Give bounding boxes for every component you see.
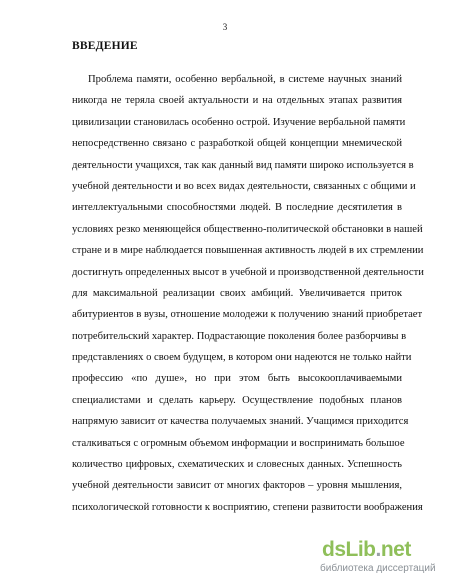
body-text — [72, 69, 424, 518]
dslib-watermark — [316, 538, 442, 578]
text-line: потребительский характер. Подрастающие поколения более разборчивы в — [72, 330, 407, 342]
logo-tld: net — [380, 538, 411, 561]
logo-main: dsLib — [322, 538, 376, 561]
watermark-subtitle: библиотека диссертаций — [320, 563, 436, 574]
text-line: непосредственно связано с разработкой общей концепции мнемической — [72, 138, 402, 150]
text-line: учебной деятельности зависит от многих факторов – уровня мышления, — [72, 480, 402, 492]
text-line: сталкиваться с огромным объемом информации и воспринимать большое — [72, 437, 405, 449]
text-line: учебной деятельности и во всех видах деятельности, связанных с общими и — [72, 180, 416, 192]
dslib-logo — [322, 538, 411, 562]
page-number: 3 — [222, 22, 228, 32]
text-line: абитуриентов в вузы, отношение молодежи к получению знаний приобретает — [72, 309, 423, 321]
text-line: для максимальной реализации своих амбиций. Увеличивается приток — [72, 287, 402, 299]
text-line: цивилизации становилась особенно острой. Изучение вербальной памяти — [72, 116, 406, 128]
section-heading: ВВЕДЕНИЕ — [72, 40, 138, 52]
text-line: напрямую зависит от качества получаемых знаний. Учащимся приходится — [72, 416, 409, 428]
text-line: представлениях о своем будущем, в котором они надеются не только найти — [72, 352, 412, 364]
text-line: деятельности учащихся, так как данный вид памяти широко используется в — [72, 159, 414, 171]
text-line: количество цифровых, схематических и словесных данных. Успешность — [72, 459, 402, 471]
text-line: профессию «по душе», но при этом быть высокооплачиваемыми — [72, 373, 402, 385]
text-line: психологической готовности к восприятию, степени развитости воображения — [72, 501, 423, 513]
logo-dot: . — [375, 538, 381, 561]
text-line: специалистами и сделать карьеру. Осуществление подобных планов — [72, 394, 402, 406]
text-line: стране и в мире наблюдается повышенная активность людей в их стремлении — [72, 245, 424, 257]
text-line: условиях резко меняющейся общественно-политической обстановки в нашей — [72, 223, 423, 235]
text-line: интеллектуальными способностями людей. В последние десятилетия в — [72, 202, 402, 214]
text-line: никогда не теряла своей актуальности и на отдельных этапах развития — [72, 95, 402, 107]
text-line: Проблема памяти, особенно вербальной, в системе научных знаний — [88, 74, 402, 85]
text-line: достигнуть определенных высот в учебной и производственной деятельности — [72, 266, 424, 278]
